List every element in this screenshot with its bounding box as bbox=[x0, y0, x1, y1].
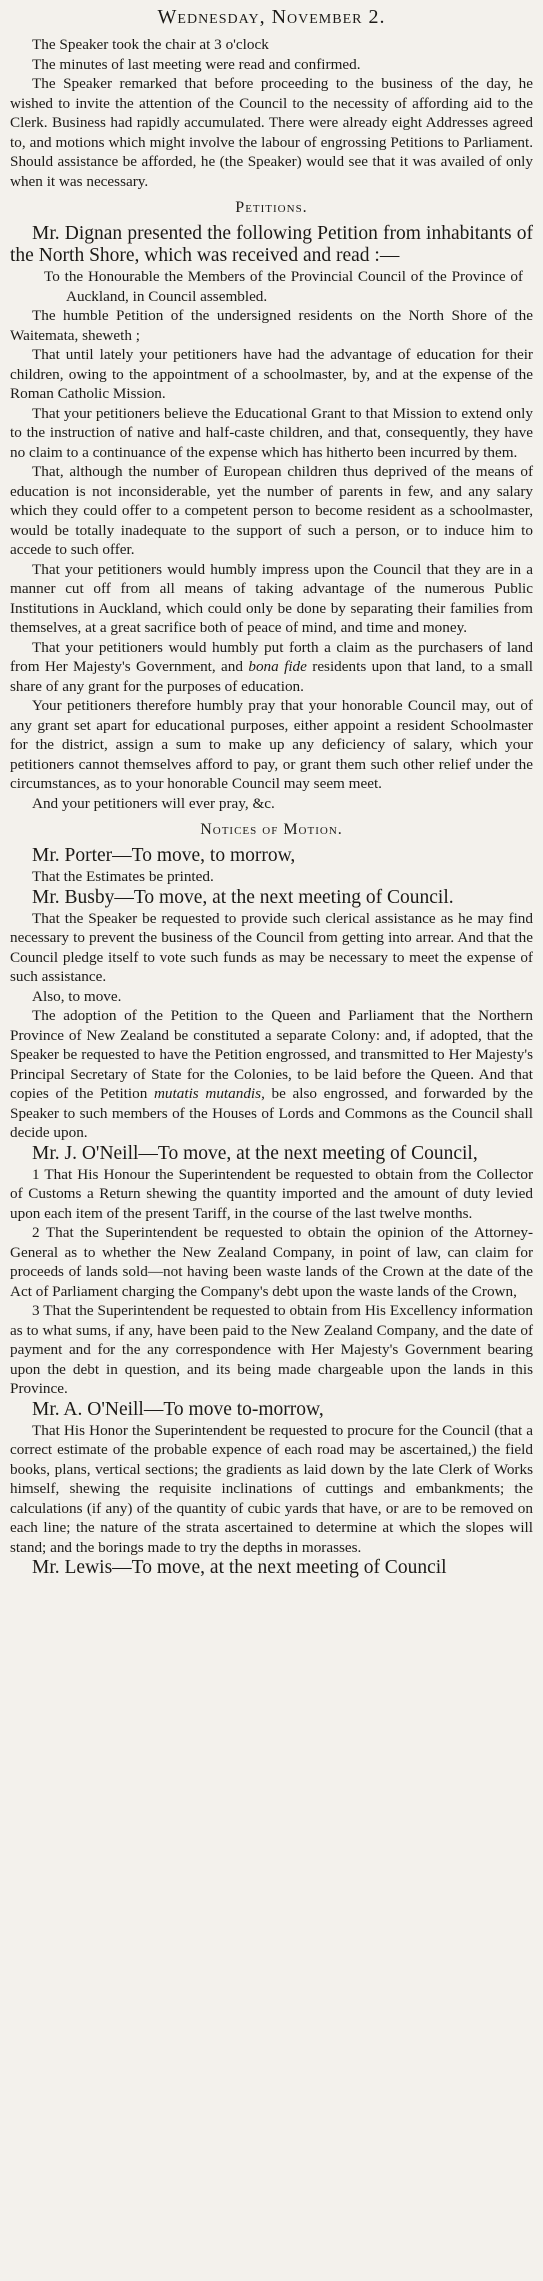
motion-item: 3 That the Superintendent be requested to obtain from His Excellency information as to what sums, if any, have been paid to the New Zealand Company, and the date of payment and for the any correspondence with Her Majesty's Government bearing upon the debt in question, and its being made chargeable upon the lands in this Province. bbox=[10, 1302, 533, 1397]
motion-lead-busby: Mr. Busby—To move, at the next meeting of Council. bbox=[32, 886, 454, 908]
intro-paragraph: The minutes of last meeting were read and confirmed. bbox=[32, 55, 361, 73]
petition-paragraph: That until lately your petitioners have had the advantage of education for their children, owing to the appointment of a schoolmaster, by, and at the expense of the Roman Catholic Mission. bbox=[10, 346, 533, 402]
motion-text: That the Speaker be requested to provide such clerical assistance as he may find necessary to prevent the business of the Council from getting into arrear. And that the Council pledge itself to vote such funds as may be necessary to meet the expense of such assistance. bbox=[10, 909, 533, 985]
motion-item: 1 That His Honour the Superintendent be requested to obtain from the Collector of Customs a Return shewing the quantity imported and the amount of duty levied upon each item of the present Tariff, in the course of the last twelve months. bbox=[10, 1165, 533, 1222]
motion-lead-porter: Mr. Porter—To move, to morrow, bbox=[32, 845, 296, 866]
motion-lead-lewis: Mr. Lewis—To move, at the next meeting of Council bbox=[32, 1557, 447, 1578]
petition-paragraph: That your petitioners would humbly impress upon the Council that they are in a manner cut off from all means of taking advantage of the numerous Public Institutions in Auckland, which could only be done by separating their families from themselves, at a great sacrifice both of peace of mind, and time and money. bbox=[10, 560, 533, 636]
motion-also: Also, to move. bbox=[32, 987, 122, 1005]
motion-lead-joneill: Mr. J. O'Neill—To move, at the next meeting of Council, bbox=[32, 1142, 478, 1164]
petition-lead: Mr. Dignan presented the following Petition from inhabitants of the North Shore, which was received and read :— bbox=[10, 223, 533, 266]
petition-address: To the Honourable the Members of the Provincial Council of the Province of Auckland, in Council assembled. bbox=[44, 268, 523, 305]
dateline: Wednesday, November 2. bbox=[157, 6, 386, 28]
section-heading-petitions: Petitions. bbox=[235, 199, 308, 216]
section-heading-notices: Notices of Motion. bbox=[200, 821, 343, 838]
motion-item: 2 That the Superintendent be requested to obtain the opinion of the Attorney-General as to whether the New Zealand Company, in point of law, can claim for proceeds of lands sold—not having been waste lands of the Crown at the date of the Act of Parliament charging the Company's debt upon the waste lands of the Crown, bbox=[10, 1224, 533, 1300]
petition-paragraph: That your petitioners believe the Educational Grant to that Mission to extend only to the instruction of native and half-caste children, and that, consequently, they have no claim to a continuance of the expense which has hitherto been incurred by them. bbox=[10, 404, 533, 461]
motion-text: That His Honor the Superintendent be requested to procure for the Council (that a correct estimate of the probable expence of each road may be ascertained,) the field books, plans, vertical sections; the gradients as laid down by the late Clerk of Works himself, shewing the requisite inclinations of cuttings and embankments; the calculations (if any) of the quantity of cubic yards that have, or are to be removed on each line; the nature of the strata ascertained to determine at which the slopes will stand; and the borings made to try the depths in morasses. bbox=[10, 1421, 533, 1556]
petition-paragraph: That, although the number of European children thus deprived of the means of education is not inconsiderable, yet the number of parents in few, and any salary which they could offer to a competent person to become resident as a schoolmaster, would be totally inadequate to the support of such a person, or to induce him to accede to such offer. bbox=[10, 463, 533, 558]
motion-text: That the Estimates be printed. bbox=[32, 868, 214, 885]
petition-paragraph: The humble Petition of the undersigned residents on the North Shore of the Waitemata, sheweth ; bbox=[10, 307, 533, 344]
intro-paragraph: The Speaker took the chair at 3 o'clock bbox=[32, 36, 269, 53]
motion-lead-aoneill: Mr. A. O'Neill—To move to-morrow, bbox=[32, 1398, 324, 1420]
petition-paragraph: And your petitioners will ever pray, &c. bbox=[32, 794, 275, 812]
intro-paragraph: The Speaker remarked that before proceeding to the business of the day, he wished to invite the attention of the Council to the necessity of affording aid to the Clerk. Business had rapidly accumulated. There were already eight Addresses agreed to, and motions which might involve the labour of engrossing Petitions to Parliament. Should assistance be afforded, he (the Speaker) would see that it was availed of only when it was necessary. bbox=[10, 75, 533, 190]
petition-paragraph: That your petitioners would humbly put forth a claim as the purchasers of land from Her Majesty's Government, and bona fide residents upon that land, to a small share of any grant for the purposes of education. bbox=[10, 638, 534, 695]
motion-text: The adoption of the Petition to the Queen and Parliament that the Northern Province of New Zealand be constituted a separate Colony: and, if adopted, that the Speaker be requested to have the Petition engrossed, and transmitted to Her Majesty's Principal Secretary of State for the Colonies, to be laid before the Queen. And that copies of the Petition mutatis mutandis, be also engrossed, and forwarded by the Speaker to such members of the Houses of Lords and Commons as the Council shall decide upon. bbox=[10, 1007, 533, 1141]
petition-paragraph: Your petitioners therefore humbly pray that your honorable Council may, out of any grant set apart for educational purposes, either appoint a resident Schoolmaster for the district, assign a sum to make up any deficiency of salary, which your petitioners cannot themselves afford to pay, or grant them such other relief under the circumstances, as to your honorable Council may seem meet. bbox=[10, 697, 533, 792]
